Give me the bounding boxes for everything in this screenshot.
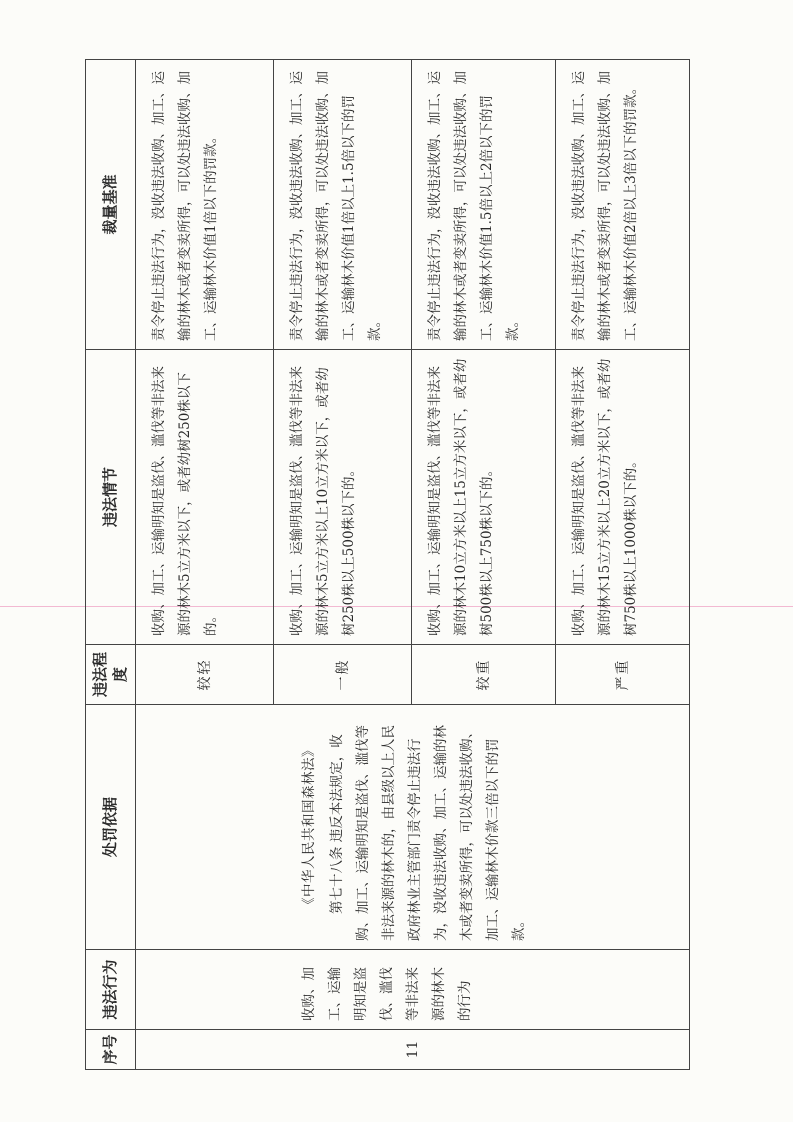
header-basis: 处罚依据 (86, 705, 136, 950)
header-standard: 裁量基准 (86, 60, 136, 350)
degree-level-4: 严重 (556, 645, 690, 705)
standard-level-4: 责令停止违法行为，没收违法收购、加工、运输的林木或者变卖所得，可以处违法收购、加工、运输林木价值2倍以上3倍以下的罚款。 (556, 60, 690, 350)
law-article-text: 第七十八条 违反本法规定，收购、加工、运输明知是盗伐、滥伐等非法来源的林木的，由县级以上人民政府林业主管部门责令停止违法行为，没收违法收购、加工、运输的林木或者变卖所得，可以处违法收购、加工、运输林木价款三倍以下的罚款。 (329, 725, 527, 941)
standard-level-2: 责令停止违法行为，没收违法收购、加工、运输的林木或者变卖所得，可以处违法收购、加工、运输林木价值1倍以上1.5倍以下的罚款。 (274, 60, 412, 350)
row-behavior (136, 950, 690, 1030)
header-circumstance: 违法情节 (86, 350, 136, 645)
row-seq: 11 (136, 1030, 690, 1070)
degree-level-3: 较重 (412, 645, 556, 705)
penalty-discretion-table (85, 59, 690, 1070)
rotated-table-container (85, 60, 689, 1070)
circumstance-level-4: 收购、加工、运输明知是盗伐、滥伐等非法来源的林木15立方米以上20立方米以下，或者幼树750株以上1000株以下的。 (556, 350, 690, 645)
header-seq: 序号 (86, 1030, 136, 1070)
law-title: 《中华人民共和国森林法》 (301, 743, 317, 911)
header-behavior: 违法行为 (86, 950, 136, 1030)
table-row (136, 60, 274, 1070)
standard-level-3: 责令停止违法行为，没收违法收购、加工、运输的林木或者变卖所得，可以处违法收购、加工、运输林木价值1.5倍以上2倍以下的罚款。 (412, 60, 556, 350)
degree-level-2: 一般 (274, 645, 412, 705)
circumstance-level-3: 收购、加工、运输明知是盗伐、滥伐等非法来源的林木10立方米以上15立方米以下，或者幼树500株以上750株以下的。 (412, 350, 556, 645)
standard-level-1: 责令停止违法行为，没收违法收购、加工、运输的林木或者变卖所得，可以处违法收购、加工、运输林木价值1倍以下的罚款。 (136, 60, 274, 350)
behavior-text: 收购、加工、运输明知是盗伐、滥伐等非法来源的林木的行为 (301, 967, 473, 1021)
header-degree: 违法程度 (86, 645, 136, 705)
circumstance-level-2: 收购、加工、运输明知是盗伐、滥伐等非法来源的林木5立方米以上10立方米以下，或者幼树250株以上500株以下的。 (274, 350, 412, 645)
header-row (86, 60, 136, 1070)
degree-level-1: 较轻 (136, 645, 274, 705)
row-basis (136, 705, 690, 950)
circumstance-level-1: 收购、加工、运输明知是盗伐、滥伐等非法来源的林木5立方米以下，或者幼树250株以下的。 (136, 350, 274, 645)
